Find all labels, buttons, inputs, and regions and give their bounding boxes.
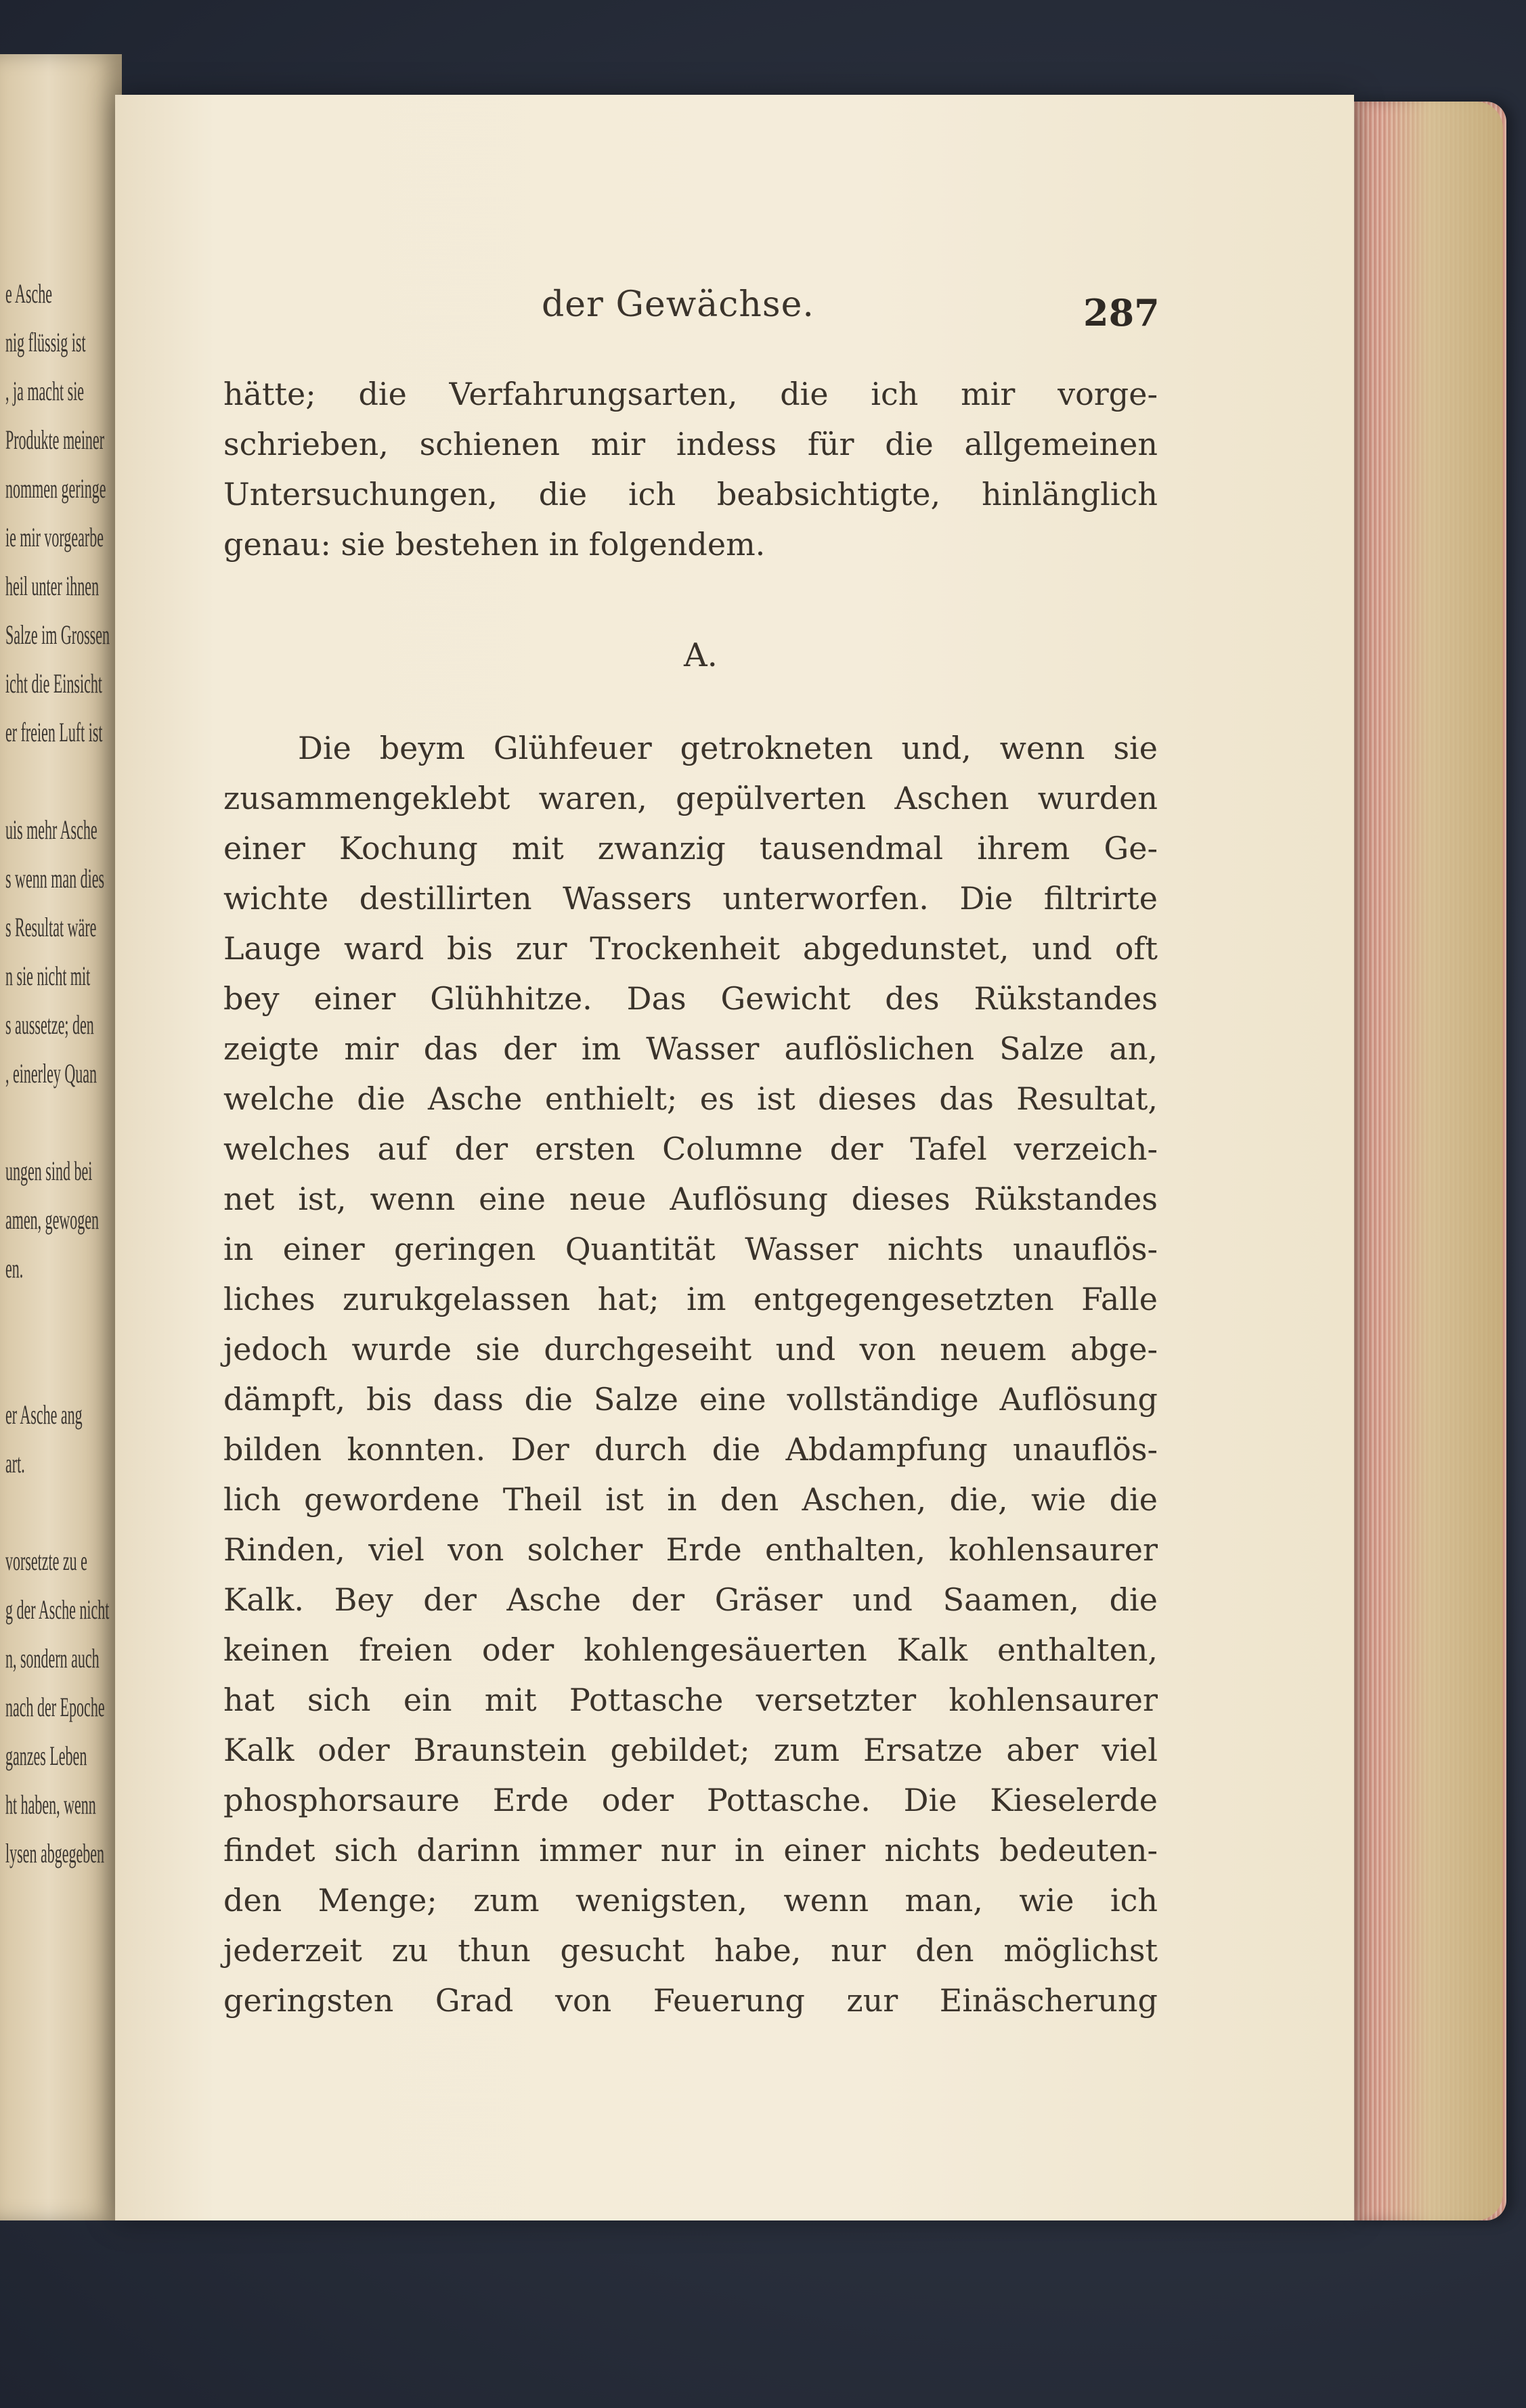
- left-page-line: ungen sind bei: [5, 1156, 93, 1186]
- text-line: hätte; die Verfahrungsarten, die ich mir vorge-: [223, 376, 1158, 412]
- text-line: bey einer Glühhitze. Das Gewicht des Rükstandes: [223, 980, 1158, 1017]
- left-page-line: nig flüssig ist: [5, 327, 86, 357]
- left-page-line: uis mehr Asche: [5, 814, 97, 845]
- left-page-line: ganzes Leben: [5, 1741, 87, 1771]
- left-page-line: heil unter ihnen: [5, 571, 100, 601]
- text-line: einer Kochung mit zwanzig tausendmal ihrem Ge-: [223, 830, 1158, 867]
- left-page-line: nommen geringe: [5, 473, 106, 504]
- text-line: Lauge ward bis zur Trockenheit abgedunstet, und oft: [223, 930, 1158, 967]
- text-line: phosphorsaure Erde oder Pottasche. Die Kieselerde: [223, 1782, 1158, 1818]
- text-line: Die beym Glühfeuer getrokneten und, wenn sie: [298, 730, 1158, 766]
- text-line: Kalk. Bey der Asche der Gräser und Saamen, die: [223, 1581, 1158, 1618]
- text-line: Rinden, viel von solcher Erde enthalten, kohlensaurer: [223, 1531, 1158, 1568]
- text-line: liches zurukgelassen hat; im entgegengesetzten Falle: [223, 1281, 1158, 1317]
- running-head: der Gewächse.: [542, 284, 814, 325]
- left-page-line: art.: [5, 1448, 25, 1479]
- left-page-line: er freien Luft ist: [5, 717, 103, 747]
- left-page-line: er Asche ang: [5, 1399, 83, 1430]
- text-line: wichte destillirten Wassers unterworfen. Die filtrirte: [223, 880, 1158, 917]
- paragraph-2: [223, 723, 1158, 2026]
- left-page-line: en.: [5, 1253, 24, 1284]
- left-page-line: s Resultat wäre: [5, 912, 97, 942]
- left-page-line: Produkte meiner: [5, 424, 105, 455]
- left-page-line: n, sondern auch: [5, 1643, 100, 1673]
- text-line: schrieben, schienen mir indess für die allgemeinen: [223, 426, 1158, 462]
- left-page-line: Salze im Grossen: [5, 619, 110, 650]
- paragraph-1: [223, 369, 1158, 569]
- left-page-line: nach der Epoche: [5, 1692, 105, 1722]
- text-line: bilden konnten. Der durch die Abdampfung unauflös-: [223, 1431, 1158, 1468]
- left-page-line: , einerley Quan: [5, 1058, 97, 1089]
- text-line: welches auf der ersten Columne der Tafel verzeich-: [223, 1131, 1158, 1167]
- left-page-line: , ja macht sie: [5, 376, 85, 406]
- text-line: findet sich darinn immer nur in einer nichts bedeuten-: [223, 1832, 1158, 1868]
- text-line: zusammengeklebt waren, gepülverten Aschen wurden: [223, 780, 1158, 816]
- text-line: jederzeit zu thun gesucht habe, nur den möglichst: [223, 1932, 1158, 1969]
- text-line: jedoch wurde sie durchgeseiht und von neuem abge-: [223, 1331, 1158, 1367]
- left-page-line: s wenn man dies: [5, 863, 105, 894]
- text-line: keinen freien oder kohlengesäuerten Kalk enthalten,: [223, 1632, 1158, 1668]
- left-page-line: s aussetze; den: [5, 1009, 94, 1040]
- text-line: dämpft, bis dass die Salze eine vollständige Auflösung: [223, 1381, 1158, 1418]
- text-line: in einer geringen Quantität Wasser nichts unauflös-: [223, 1231, 1158, 1267]
- left-page-edge: [0, 54, 122, 2220]
- left-page-line: icht die Einsicht: [5, 668, 102, 699]
- left-page-line: e Asche: [5, 278, 53, 309]
- left-page-line: n sie nicht mit: [5, 961, 91, 991]
- text-line: welche die Asche enthielt; es ist dieses das Resultat,: [223, 1080, 1158, 1117]
- text-line: den Menge; zum wenigsten, wenn man, wie ich: [223, 1882, 1158, 1919]
- left-page-line: lysen abgegeben: [5, 1838, 104, 1868]
- left-page-line: vorsetzte zu e: [5, 1546, 87, 1576]
- text-line: geringsten Grad von Feuerung zur Einäscherung: [223, 1982, 1158, 2019]
- text-line: net ist, wenn eine neue Auflösung dieses Rükstandes: [223, 1181, 1158, 1217]
- text-line: Kalk oder Braunstein gebildet; zum Ersatze aber viel: [223, 1732, 1158, 1768]
- text-line: lich gewordene Theil ist in den Aschen, die, wie die: [223, 1481, 1158, 1518]
- text-line: genau: sie bestehen in folgendem.: [223, 526, 766, 563]
- text-line: Untersuchungen, die ich beabsichtigte, hinlänglich: [223, 476, 1158, 512]
- left-page-line: g der Asche nicht: [5, 1594, 110, 1625]
- text-line: hat sich ein mit Pottasche versetzter kohlensaurer: [223, 1682, 1158, 1718]
- left-page-line: amen, gewogen: [5, 1204, 100, 1235]
- book-binding: [1381, 102, 1503, 2220]
- section-heading: A.: [684, 636, 718, 674]
- left-page-line: ie mir vorgearbe: [5, 522, 104, 552]
- text-line: zeigte mir das der im Wasser auflöslichen Salze an,: [223, 1030, 1158, 1067]
- left-page-line: ht haben, wenn: [5, 1789, 96, 1820]
- page-number: 287: [1083, 291, 1160, 334]
